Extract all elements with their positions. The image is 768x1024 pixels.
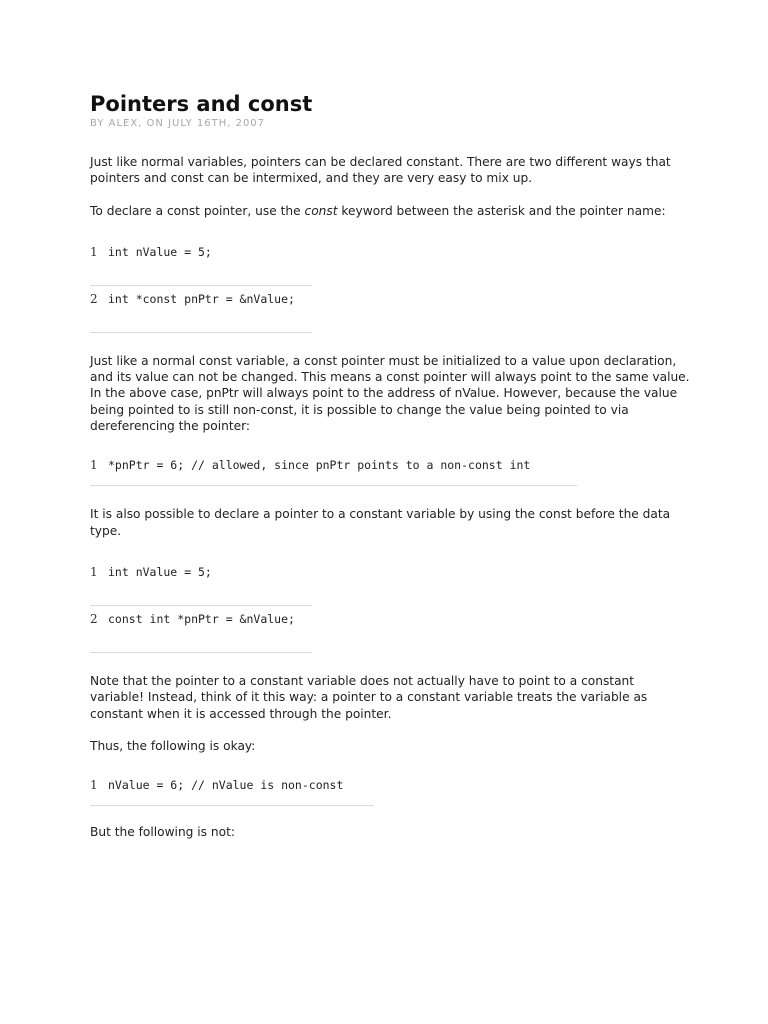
code-text: *pnPtr = 6; // allowed, since pnPtr points to a non-const int <box>108 458 531 473</box>
line-number: 1 <box>90 458 98 473</box>
code-text: int *const pnPtr = &nValue; <box>108 291 295 306</box>
paragraph-const-pointer: To declare a const pointer, use the const keyword between the asterisk and the pointer name: <box>90 203 666 218</box>
code-text: int nValue = 5; <box>108 244 212 259</box>
paragraph-note: Note that the pointer to a constant variable does not actually have to point to a constant variable! Instead, think of it this way: a pointer to a constant variable treats the variable as constant when it is accessed through the pointer. <box>90 673 648 721</box>
code-block-pointer-to-const <box>90 559 312 653</box>
paragraph-intro: Just like normal variables, pointers can be declared constant. There are two different ways that pointers and const can be intermixed, and they are very easy to mix up. <box>90 155 671 186</box>
code-line <box>90 454 577 486</box>
article <box>90 90 690 856</box>
code-text: const int *pnPtr = &nValue; <box>108 611 295 626</box>
code-line <box>90 286 312 333</box>
code-line <box>90 606 312 653</box>
line-number: 1 <box>90 244 98 259</box>
line-number: 2 <box>90 611 98 626</box>
paragraph-const-pointer-explanation: Just like a normal const variable, a const pointer must be initialized to a value upon declaration, and its value can not be changed. This means a const pointer will always point to the same value. In the above case, pnPtr will always point to the address of nValue. However, because the value being pointed to is still non-const, it is possible to change the value being pointed to via dereferencing the pointer: <box>90 353 690 434</box>
code-text: int nValue = 5; <box>108 564 212 579</box>
code-line <box>90 239 312 286</box>
line-number: 1 <box>90 564 98 579</box>
code-block-dereference <box>90 454 577 486</box>
line-number: 2 <box>90 291 98 306</box>
paragraph-pointer-to-const: It is also possible to declare a pointer to a constant variable by using the const before the data type. <box>90 507 671 538</box>
paragraph-not-okay: But the following is not: <box>90 825 235 840</box>
code-block-const-pointer <box>90 239 312 333</box>
paragraph-okay: Thus, the following is okay: <box>90 738 256 753</box>
keyword-const: const <box>304 203 338 218</box>
article-byline: BY ALEX, ON JULY 16TH, 2007 <box>90 118 266 129</box>
code-block-okay <box>90 774 374 806</box>
line-number: 1 <box>90 778 98 793</box>
code-text: nValue = 6; // nValue is non-const <box>108 778 344 793</box>
code-line <box>90 559 312 606</box>
article-title: Pointers and const <box>90 92 313 116</box>
code-line <box>90 774 374 806</box>
